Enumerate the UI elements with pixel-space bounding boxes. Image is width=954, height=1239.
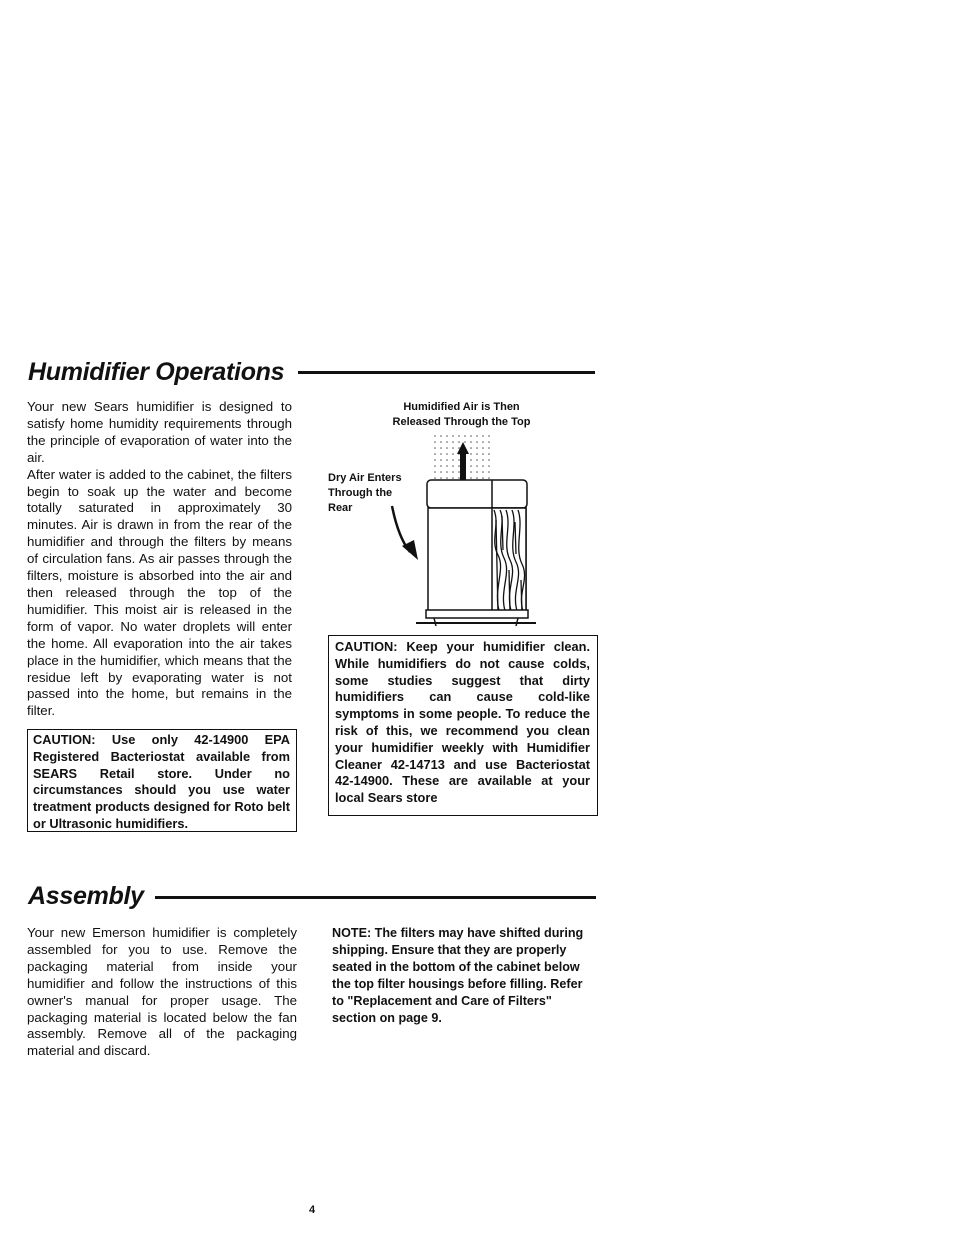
operations-paragraph-1: Your new Sears humidifier is designed to satisfy home humidity requirements through the principle of evaporation of water into the air. [27,399,292,465]
figure-label-top [330,400,593,430]
caution-left-text: CAUTION: Use only 42-14900 EPA Registered Bacteriostat available from SEARS Retail store. Under no circumstances should you use water treatment products designed for Roto belt or Ultrasonic humidifiers. [33,732,290,831]
humidifier-illustration [380,430,550,636]
figure-label-left-line-2: Through the [328,487,393,499]
caution-right-text: CAUTION: Keep your humidifier clean. While humidifiers do not cause colds, some studies suggest that dirty humidifiers can cause cold-like symptoms in some people. To reduce the risk of this, we recommend you clean your humidifier weekly with Humidifier Cleaner 42-14713 and use Bacteriostat 42-14900. These are available at your local Sears store [335,639,590,806]
assembly-paragraph: Your new Emerson humidifier is completely assembled for you to use. Remove the packaging material from inside your humidifier and follow the instructions of this owner's manual for proper usage. The packaging material is located below the fan assembly. Remove all of the packaging material and discard. [27,925,297,1059]
operations-paragraph-2: After water is added to the cabinet, the filters begin to soak up the water and become totally saturated in approximately 30 minutes. Air is drawn in from the rear of the humidifier and through the filters by means of circulation fans. As air passes through the filters, moisture is absorbed into the air and then released through the top of the humidifier. This moist air is released in the form of vapor. No water droplets will enter the home. All evaporation into the air takes place in the humidifier, which means that the residue left by evaporating water is not passed into the home, but remains in the filter. [27,466,292,719]
operations-title: Humidifier Operations [28,358,285,386]
operations-title-rule [298,371,595,374]
assembly-title: Assembly [28,882,144,910]
figure-label-left-line-3: Rear [328,502,353,514]
page-number: 4 [309,1204,316,1216]
assembly-title-rule [155,896,596,899]
figure-label-top-line-2: Released Through the Top [392,416,531,428]
figure-label-top-line-1: Humidified Air is Then [403,401,520,413]
figure-label-left-line-1: Dry Air Enters [328,472,402,484]
caution-box-bacteriostat [27,729,297,832]
assembly-note: NOTE: The filters may have shifted during shipping. Ensure that they are properly seated in the bottom of the cabinet below the top filter housings before filling. Refer to "Replacement and Care of Filters" section on page 9. [332,926,584,1025]
caution-box-cleaning [328,635,598,816]
operations-intro-text [27,399,292,720]
